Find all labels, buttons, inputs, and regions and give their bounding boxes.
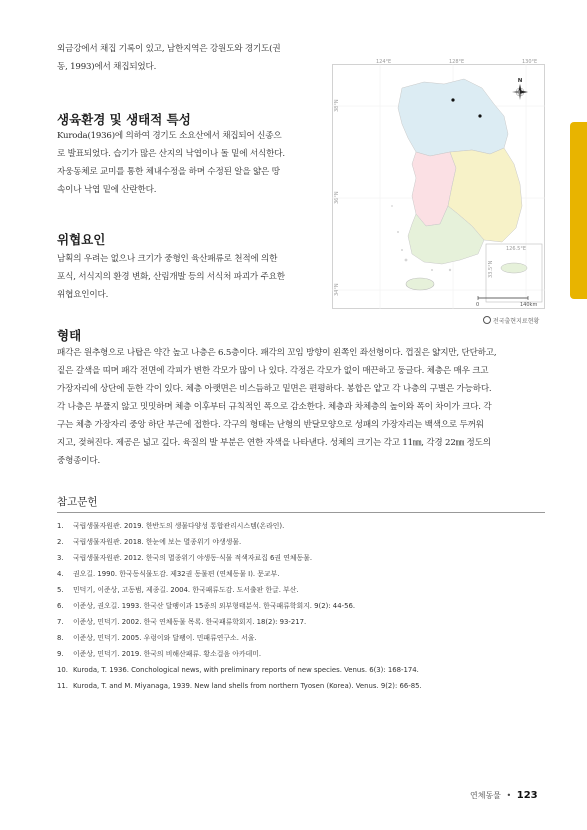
inset-jeju [501,263,527,273]
intro-text [57,40,319,76]
references-heading: 참고문헌 [57,496,98,508]
footer-bullet: • [506,791,512,800]
reference-item: 4. 권오길. 1990. 한국동식물도감. 제32권 동물편 (연체동물 Ⅰ). 문교부. [57,570,280,578]
lat-label: 38°N [334,99,340,112]
reference-item: 7. 이준상, 민덕기. 2002. 한국 연체동물 목록. 한국패류학회지. 18(2): 93-217. [57,618,307,626]
form-line: 중형종이다. [57,456,101,466]
reference-item: 10. Kuroda, T. 1936. Conchological news, with preliminary reports of new species. Venus. 6(3): 168-174. [57,666,419,674]
reference-item: 9. 이준상, 민덕기. 2019. 한국의 비해산패류. 황소걸음 아카데미. [57,650,262,658]
references-list [57,518,557,694]
lon-label: 130°E [522,59,538,65]
korea-map-graphic [332,59,545,309]
threat-line: 위협요인이다. [57,290,109,300]
lat-label: 34°N [334,283,340,296]
occurrence-point [451,98,454,101]
habitat-line: Kuroda(1936)에 의하여 경기도 소요산에서 채집되어 신종으 [57,131,282,141]
page-number: 123 [516,790,538,801]
intro-line: 동, 1993)에서 채집되었다. [57,62,157,72]
occurrence-point [478,114,481,117]
inset-lat-label: 33.5°N [488,260,494,278]
distribution-map [332,59,545,309]
references-divider [57,512,545,513]
lon-label: 124°E [376,59,392,65]
reference-item: 1. 국립생물자원관. 2019. 한반도의 생물다양성 통합관리시스템(온라인). [57,522,285,530]
section-tab [570,122,587,299]
map-caption-text: 전국출현지료현황 [492,318,540,325]
habitat-heading: 생육환경 및 생태적 특성 [57,112,191,127]
form-line: 지고, 젖혀진다. 제공은 넓고 깊다. 육질의 발 부분은 연한 자색을 나타낸다. 성체의 크기는 각고 11㎜, 각경 22㎜ 정도의 [57,438,491,448]
reference-item: 6. 이준상, 권오길. 1993. 한국산 달팽이과 15종의 외부형태분석. 한국패류학회지. 9(2): 44-56. [57,602,356,610]
form-line: 각 나층은 부풀지 않고 밋밋하며 체층 이후부터 규칙적인 폭으로 감소한다. 체층과 차체층의 높이와 폭이 차이가 크다. 각 [57,402,492,412]
form-line: 가장자리에 상단에 둔한 각이 있다. 체층 아랫면은 비스듬하고 밑면은 편평하다. 봉합은 얕고 각 나층의 구별은 가능하다. [57,384,492,394]
footer-section: 연체동물 [470,791,501,800]
threat-line: 포식, 서식지의 환경 변화, 산림개발 등의 서식처 파괴가 주요한 [57,272,285,282]
legend-icon [483,316,491,324]
scale-end-label: 140km [520,302,538,308]
habitat-text [57,127,327,199]
north-label: N [517,78,523,84]
threat-text [57,250,327,304]
habitat-line: 속이나 낙엽 밑에 산란한다. [57,185,157,195]
habitat-line: 자웅동체로 교미를 통한 체내수정을 하며 수정된 알을 얇은 땅 [57,167,280,177]
reference-item: 11. Kuroda, T. and M. Miyanaga, 1939. New land shells from northern Tyosen (Korea). Venus. 9(2): 66-85. [57,682,422,690]
form-line: 패각은 원추형으로 나탑은 약간 높고 나층은 6.5층이다. 패각의 꼬임 방향이 왼쪽인 좌선형이다. 껍질은 얇지만, 단단하고, [57,348,497,358]
reference-item: 8. 이준상, 민덕기. 2005. 우렁이와 달팽이. 민패류연구소. 서울. [57,634,257,642]
scale-start-label: 0 [476,302,480,308]
lon-label: 128°E [449,59,465,65]
intro-line: 외금강에서 채집 기록이 있고, 남한지역은 강원도와 경기도(권 [57,44,281,54]
form-text [57,344,557,470]
threat-line: 남획의 우려는 없으나 크기가 중형인 육산패류로 천적에 의한 [57,254,278,264]
habitat-line: 로 발표되었다. 습기가 많은 산지의 낙엽이나 돌 밑에 서식한다. [57,149,285,159]
form-line: 구는 체층 가장자리 중앙 하단 부근에 접한다. 각구의 형태는 난형의 반달모양으로 성패의 가장자리는 백색으로 두꺼워 [57,420,484,430]
form-heading: 형태 [57,328,82,343]
jeju-island [406,278,434,290]
reference-item: 5. 민덕기, 이준상, 고동범, 제종길. 2004. 한국패류도감. 도서출판 한글. 부산. [57,586,299,594]
reference-item: 3. 국립생물자원관. 2012. 한국의 멸종위기 야생동·식물 적색자료집 6권 연체동물. [57,554,313,562]
threat-heading: 위협요인 [57,232,106,247]
map-caption [483,316,539,325]
reference-item: 2. 국립생물자원관. 2018. 한눈에 보는 멸종위기 야생생물. [57,538,242,546]
form-line: 짙은 갈색을 띠며 패각 전면에 각피가 변한 각모가 많이 나 있다. 각정은 각모가 없이 매끈하고 둥글다. 체층은 매우 크고 [57,366,489,376]
page-footer [470,790,538,801]
inset-lon-label: 126.5°E [506,246,526,252]
lat-label: 36°N [334,191,340,204]
